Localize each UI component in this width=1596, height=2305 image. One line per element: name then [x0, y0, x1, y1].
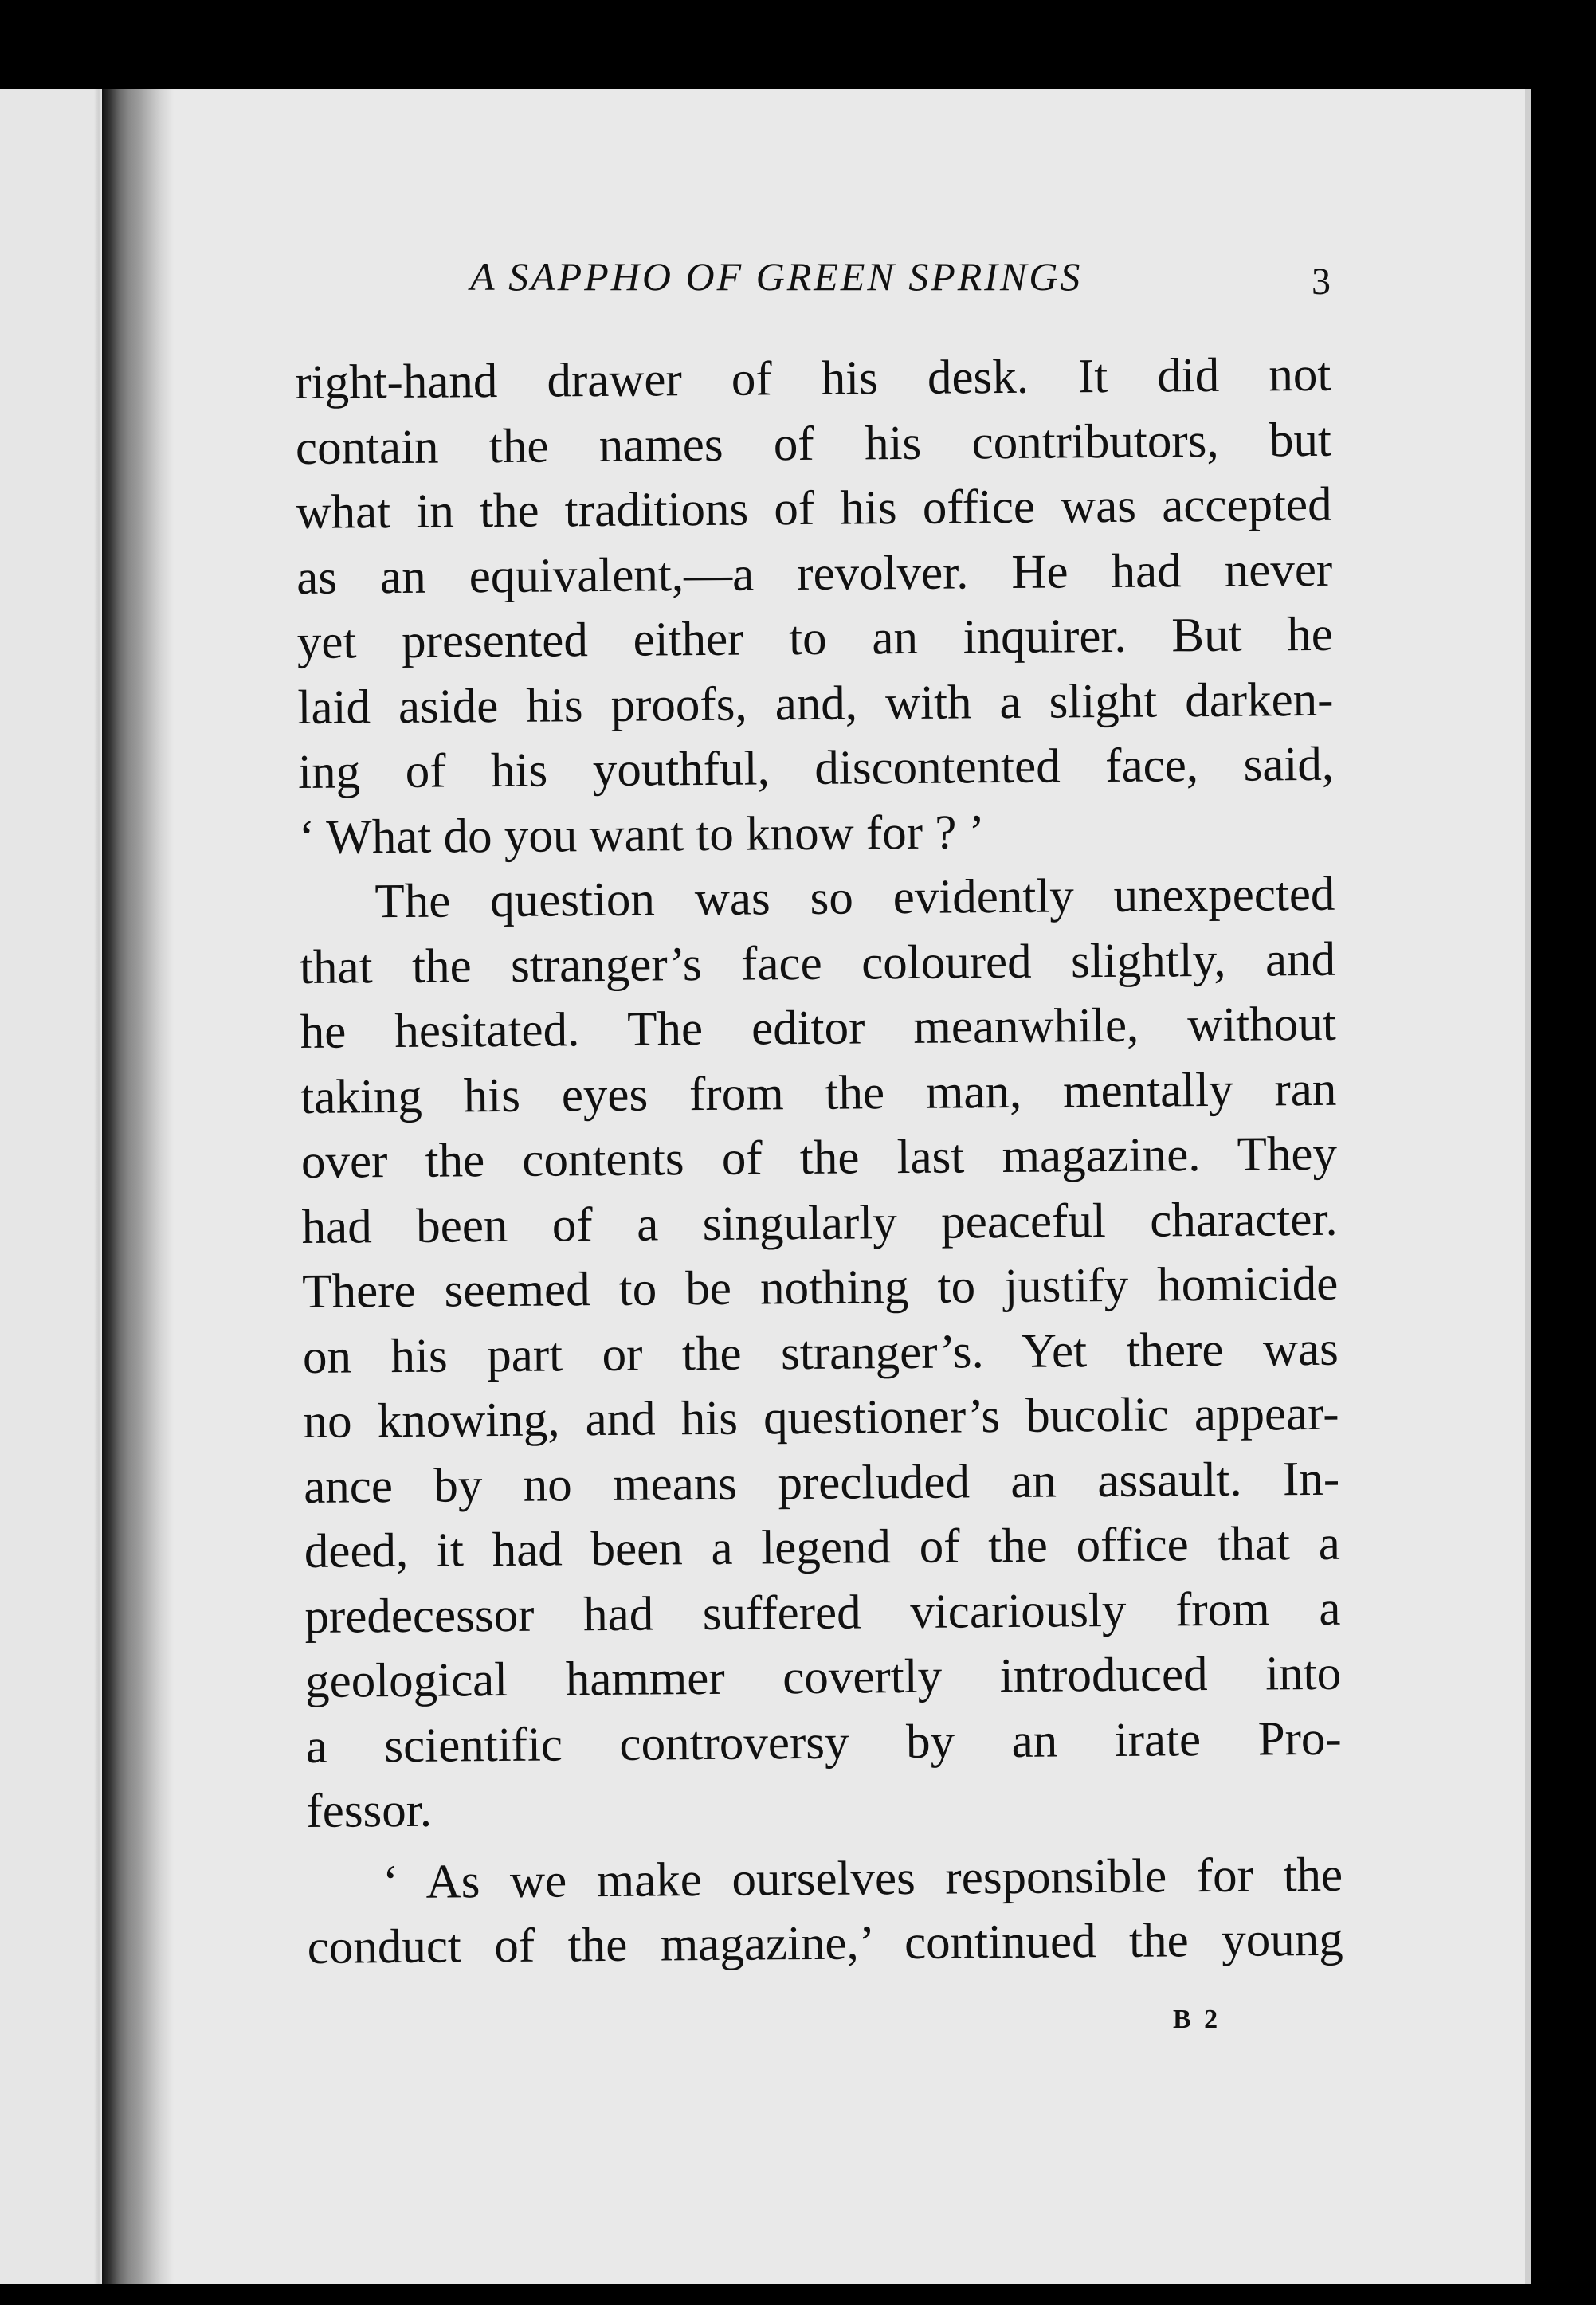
text-line: laid aside his proofs, and, with a slight darken- — [297, 672, 1334, 735]
text-line: no knowing, and his questioner’s bucolic appear- — [303, 1386, 1339, 1448]
running-head: A SAPPHO OF GREEN SPRINGS — [470, 254, 1083, 299]
text-line: what in the traditions of his office was accepted — [296, 477, 1332, 539]
signature-mark: B 2 — [1173, 2005, 1222, 2034]
text-line: a scientific controversy by an irate Pro- — [305, 1711, 1342, 1774]
page-number: 3 — [1312, 261, 1331, 303]
text-line: geological hammer covertly introduced into — [304, 1646, 1342, 1708]
text-line: contain the names of his contributors, but — [295, 413, 1332, 475]
text-line: predecessor had suffered vicariously from a — [304, 1582, 1341, 1644]
paragraph-first-line: ‘ As we make ourselves responsible for the — [382, 1848, 1343, 1909]
text-line: fessor. — [306, 1783, 433, 1838]
text-line: over the contents of the last magazine. They — [300, 1127, 1338, 1189]
text-line: right-hand drawer of his desk. It did not — [295, 347, 1331, 410]
text-line: ‘ What do you want to know for ? ’ — [298, 805, 986, 864]
paragraph-first-line: The question was so evidently unexpected — [374, 867, 1335, 929]
binding-gutter — [102, 89, 174, 2284]
text-line: There seemed to be nothing to justify homicide — [302, 1256, 1339, 1319]
text-line: had been of a singularly peaceful character. — [301, 1192, 1338, 1254]
text-line: ing of his youthful, discontented face, said, — [297, 737, 1335, 799]
text-line: conduct of the magazine,’ continued the young — [307, 1912, 1343, 1974]
text-line: deed, it had been a legend of the office that a — [304, 1516, 1341, 1578]
text-line: ance by no means precluded an assault. In- — [303, 1452, 1340, 1514]
body-text — [295, 343, 1343, 1981]
text-line: yet presented either to an inquirer. But he — [296, 607, 1334, 669]
text-line: he hesitated. The editor meanwhile, without — [300, 997, 1336, 1059]
text-line: on his part or the stranger’s. Yet there was — [302, 1322, 1339, 1384]
text-line: taking his eyes from the man, mentally ran — [300, 1062, 1337, 1124]
page-right-edge — [1525, 89, 1531, 2284]
adjacent-page-edge — [0, 89, 102, 2284]
text-line: that the stranger’s face coloured slightly, and — [299, 932, 1336, 994]
text-line: as an equivalent,—a revolver. He had never — [296, 543, 1333, 605]
